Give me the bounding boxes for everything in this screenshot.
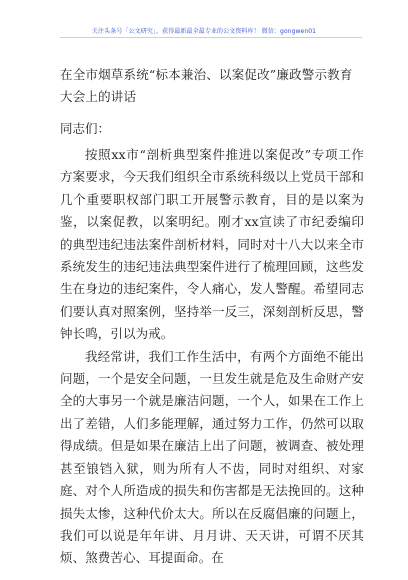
paragraph-2: 我经常讲，我们工作生活中，有两个方面绝不能出问题，一个是安全问题，一旦发生就是危及生命财产安全的大事另一个就是廉洁问题，一个人，如果在工作上出了差错，人们多能理解，通过努力工作，仍然可以取得成绩。但是如果在廉洁上出了问题，被调查、被处理甚至锒铛入狱，则为所有人不齿，同时对组织、对家庭、对个人所造成的损失和伤害都是无法挽回的。这种损失太惨，这种代价太大。所以在反腐倡廉的问题上，我们可以说是年年讲、月月讲、天天讲，可谓不厌其烦、煞费苦心、耳提面命。在 [60, 348, 364, 566]
document-title: 在全市烟草系统“标本兼治、以案促改”廉政警示教育大会上的讲话 [60, 67, 353, 104]
salutation: 同志们： [60, 121, 111, 136]
paragraph-1: 按照xx市“剖析典型案件推进以案促改”专项工作方案要求，今天我们组织全市系统科级以上党员干部和几个重要职权部门职工开展警示教育，目的是以案为鉴，以案促教，以案明纪。刚才xx宣读了市纪委编印的典型违纪违法案件剖析材料，同时对十八大以来全市系统发生的违纪违法典型案件进行了梳理回顾，这些发生在身边的违纪案件，令人痛心，发人警醒。希望同志们要认真对照案例，坚持举一反三，深刻剖析反思，警钟长鸣，引以为戒。 [60, 147, 364, 342]
header-divider [60, 37, 362, 38]
header-note: 关注头条号「公文研究」，获得最新最全最专业的公文资料库！ 微信：gongwen01 [91, 28, 317, 35]
document-body [60, 64, 364, 570]
